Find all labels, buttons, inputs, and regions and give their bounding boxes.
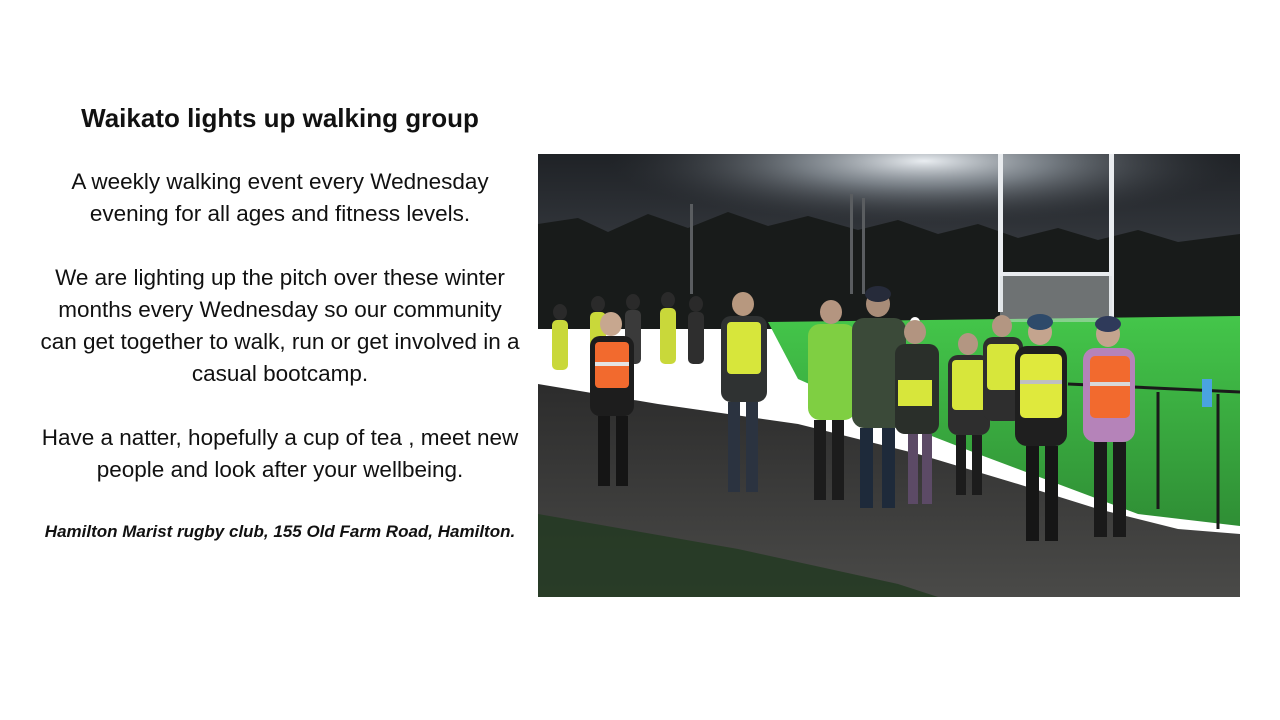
details-paragraph: We are lighting up the pitch over these winter months every Wednesday so our community can get together to walk, run or get involved in a casual bootcamp. <box>40 265 520 386</box>
flag <box>1202 379 1212 407</box>
intro-paragraph: A weekly walking event every Wednesday evening for all ages and fitness levels. <box>71 169 489 226</box>
light-pole <box>862 198 865 294</box>
slide-title: Waikato lights up walking group <box>81 103 479 133</box>
light-pole <box>850 194 853 294</box>
invite-paragraph: Have a natter, hopefully a cup of tea , meet new people and look after your wellbeing. <box>41 425 519 482</box>
walking-group-photo <box>538 154 1240 597</box>
light-pole <box>690 204 693 294</box>
venue-address: Hamilton Marist rugby club, 155 Old Farm Road, Hamilton. <box>44 522 516 541</box>
text-column <box>40 98 520 546</box>
